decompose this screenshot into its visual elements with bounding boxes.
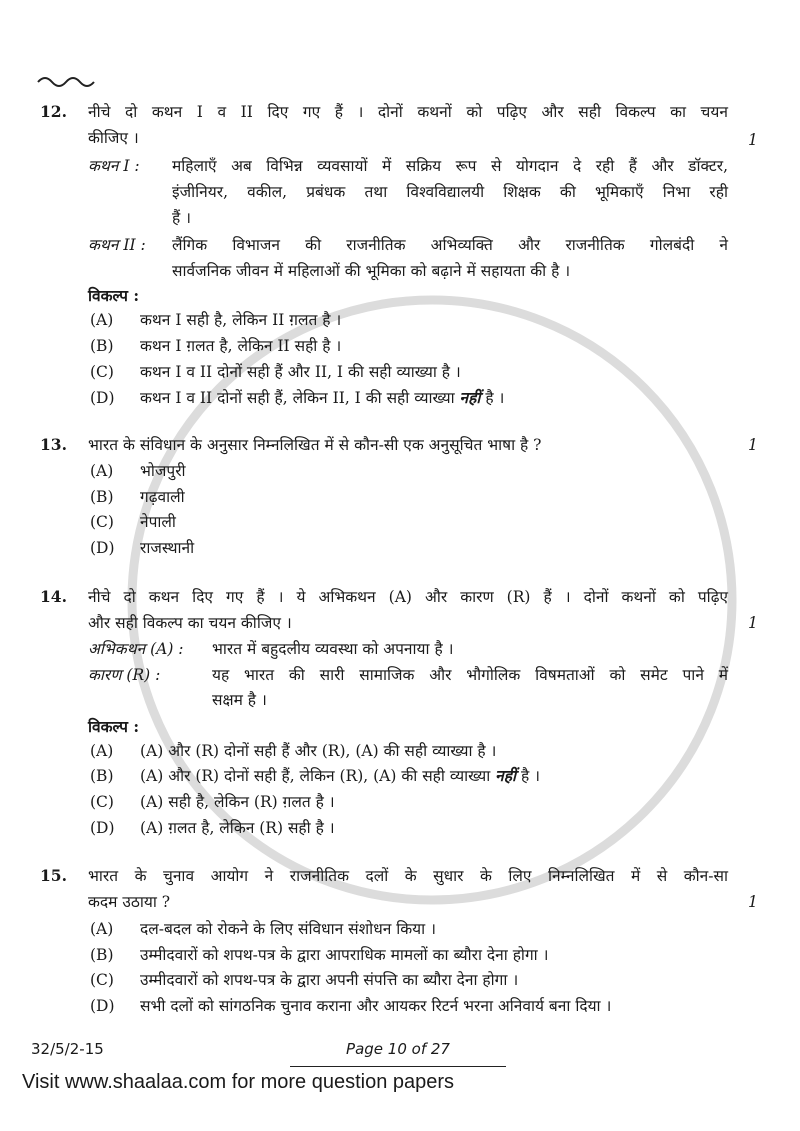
option-b [140, 944, 548, 966]
option-label: (C) [90, 971, 114, 989]
options-heading: विकल्प : [88, 717, 140, 736]
option-label: (A) [90, 462, 114, 480]
question-number: 13. [40, 435, 67, 454]
option-text: कथन I सही है, लेकिन II ग़लत है । [140, 311, 342, 329]
question-stem-line: और सही विकल्प का चयन कीजिए । [88, 614, 292, 632]
question-number: 12. [40, 102, 67, 121]
option-a [140, 309, 341, 331]
question-number: 14. [40, 587, 67, 606]
squiggle-mark [38, 78, 94, 86]
visit-link[interactable]: Visit www.shaalaa.com for more question papers [22, 1071, 455, 1093]
option-text-end: है । [516, 767, 540, 785]
question-number: 15. [40, 866, 67, 885]
paper-code: 32/5/2-15 [31, 1040, 104, 1058]
question-stem-line: भारत के संविधान के अनुसार निम्नलिखित में से कौन-सी एक अनुसूचित भाषा है ? [88, 436, 542, 454]
option-text: (A) ग़लत है, लेकिन (R) सही है । [140, 819, 335, 837]
option-text-end: है । [480, 389, 505, 407]
question-marks: 1 [748, 131, 758, 149]
question-stem-line: नीचे दो कथन दिए गए हैं । ये अभिकथन (A) और कारण (R) हैं । दोनों कथनों को पढ़िए [88, 588, 728, 606]
question-stem-line: भारत के चुनाव आयोग ने राजनीतिक दलों के सुधार के लिए निम्नलिखित में से कौन-सा [88, 867, 728, 885]
option-text: भोजपुरी [140, 462, 186, 480]
option-b [140, 765, 540, 787]
option-a [140, 918, 436, 940]
option-text: कथन I व II दोनों सही हैं, लेकिन II, I की सही व्याख्या [140, 389, 460, 407]
statement-line: भारत में बहुदलीय व्यवस्था को अपनाया है । [212, 640, 454, 658]
option-d [140, 817, 335, 839]
question-stem-line: नीचे दो कथन I व II दिए गए हैं । दोनों कथनों को पढ़िए और सही विकल्प का चयन [88, 103, 728, 121]
question-stem-line: कदम उठाया ? [88, 893, 171, 911]
option-c [140, 969, 518, 991]
option-d [140, 537, 194, 559]
option-label: (C) [90, 513, 114, 531]
option-text: गढ़वाली [140, 488, 185, 506]
statement-line: सक्षम है । [212, 691, 267, 709]
statement-line: महिलाएँ अब विभिन्न व्यवसायों में सक्रिय रूप से योगदान दे रही हैं और डॉक्टर, [172, 157, 728, 175]
option-label: (C) [90, 793, 114, 811]
option-label: (D) [90, 819, 115, 837]
option-b [140, 486, 185, 508]
statement-line: लैंगिक विभाजन की राजनीतिक अभिव्यक्ति और राजनीतिक गोलबंदी ने [172, 236, 728, 254]
option-d [140, 995, 611, 1017]
option-label: (A) [90, 742, 114, 760]
question-marks: 1 [748, 436, 758, 454]
statement-label: अभिकथन (A) : [88, 640, 184, 658]
option-c [140, 791, 335, 813]
option-c [140, 511, 176, 533]
question-stem-line: कीजिए । [88, 129, 139, 147]
option-text: (A) सही है, लेकिन (R) ग़लत है । [140, 793, 335, 811]
option-label: (D) [90, 997, 115, 1015]
option-b [140, 335, 341, 357]
statement-label: कारण (R) : [88, 666, 161, 684]
option-c [140, 361, 461, 383]
option-text: कथन I व II दोनों सही हैं और II, I की सही व्याख्या है । [140, 363, 461, 381]
option-label: (D) [90, 389, 115, 407]
option-d [140, 387, 504, 409]
option-text: कथन I ग़लत है, लेकिन II सही है । [140, 337, 342, 355]
page-number: Page 10 of 27 [346, 1040, 450, 1058]
statement-line: इंजीनियर, वकील, प्रबंधक तथा विश्वविद्यालयी शिक्षक की भूमिकाएँ निभा रही [172, 183, 728, 201]
option-text: सभी दलों को सांगठनिक चुनाव कराना और आयकर रिटर्न भरना अनिवार्य बना दिया । [140, 997, 612, 1015]
option-a [140, 740, 496, 762]
option-label: (B) [90, 767, 114, 785]
option-label: (A) [90, 311, 114, 329]
option-text: (A) और (R) दोनों सही हैं और (R), (A) की सही व्याख्या है । [140, 742, 497, 760]
option-label: (D) [90, 539, 115, 557]
statement-line: हैं । [172, 209, 192, 227]
footer-rule [290, 1066, 506, 1067]
option-text: दल-बदल को रोकने के लिए संविधान संशोधन किया । [140, 920, 436, 938]
statement-label: कथन I : [88, 157, 140, 175]
option-text: उम्मीदवारों को शपथ-पत्र के द्वारा अपनी संपत्ति का ब्यौरा देना होगा । [140, 971, 519, 989]
emphasis-text: नहीं [495, 766, 517, 785]
option-label: (C) [90, 363, 114, 381]
statement-label: कथन II : [88, 236, 146, 254]
option-label: (B) [90, 337, 114, 355]
options-heading: विकल्प : [88, 286, 140, 305]
emphasis-text: नहीं [459, 388, 481, 407]
option-label: (B) [90, 488, 114, 506]
statement-line: यह भारत की सारी सामाजिक और भौगोलिक विषमताओं को समेट पाने में [212, 666, 728, 684]
question-marks: 1 [748, 614, 758, 632]
option-label: (B) [90, 946, 114, 964]
option-text: उम्मीदवारों को शपथ-पत्र के द्वारा आपराधिक मामलों का ब्यौरा देना होगा । [140, 946, 549, 964]
question-marks: 1 [748, 893, 758, 911]
option-a [140, 460, 186, 482]
option-text: नेपाली [140, 513, 176, 531]
option-text: (A) और (R) दोनों सही हैं, लेकिन (R), (A) की सही व्याख्या [140, 767, 496, 785]
option-text: राजस्थानी [140, 539, 195, 557]
option-label: (A) [90, 920, 114, 938]
statement-line: सार्वजनिक जीवन में महिलाओं की भूमिका को बढ़ाने में सहायता की है । [172, 262, 571, 280]
